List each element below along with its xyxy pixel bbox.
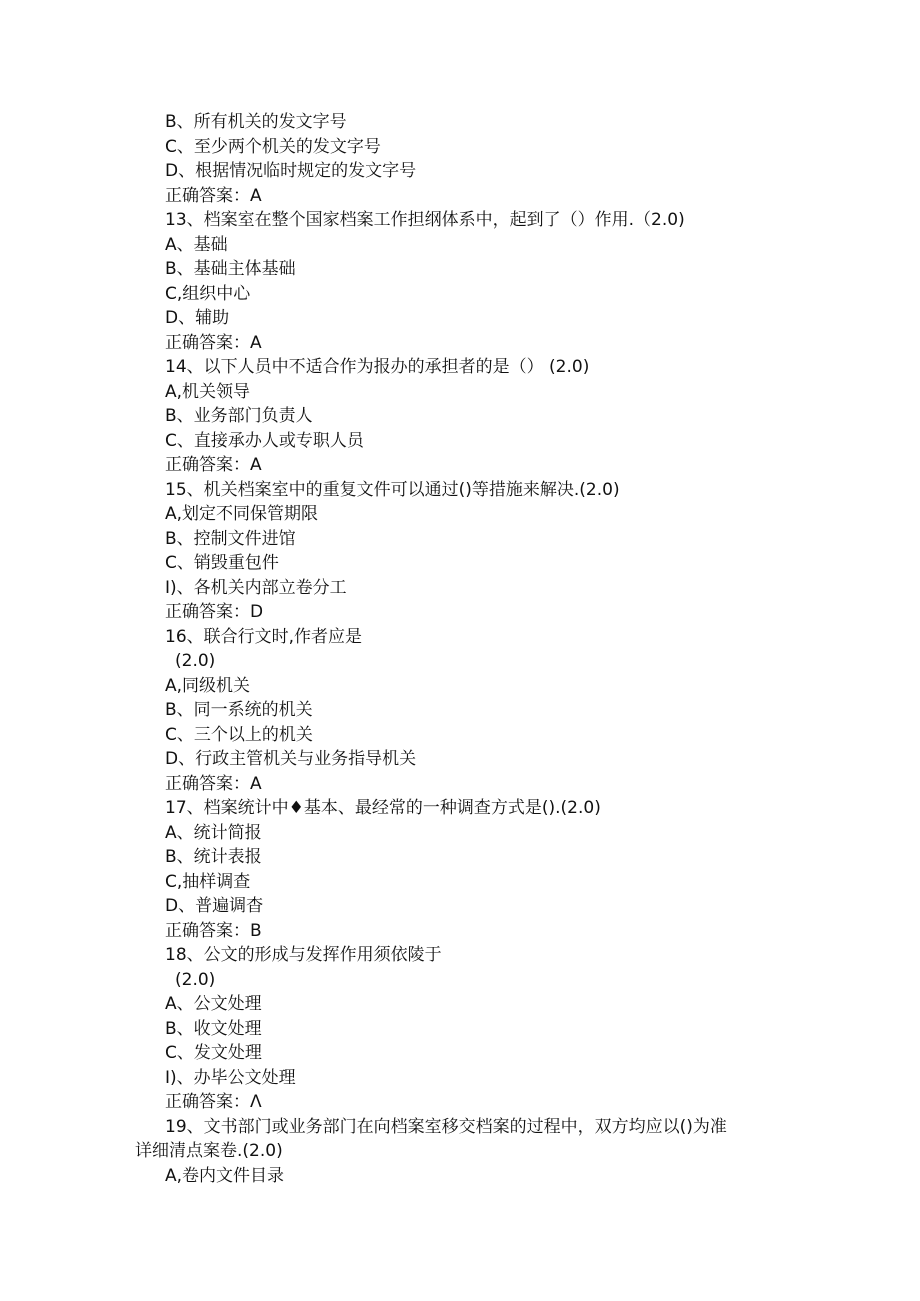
answer-option: I)、各机关内部立卷分工 [165, 577, 347, 598]
answer-option: B、业务部门负责人 [165, 406, 313, 426]
answer-option: B、控制文件进馆 [165, 528, 296, 549]
answer-option: C、三个以上的机关 [165, 724, 313, 745]
answer-option: A、基础 [165, 234, 228, 255]
score-value: (2.0) [175, 651, 216, 671]
question-text-continued: 详细清点案卷.(2.0) [135, 1141, 283, 1161]
answer-option: C,抽样调查 [165, 871, 251, 892]
answer-option: I)、办毕公文处理 [165, 1067, 296, 1088]
answer-option: D、普遍调杳 [165, 896, 264, 916]
document-page [0, 110, 920, 1188]
question-text: 18、公文的形成与发挥作用须依陵于 [165, 945, 442, 965]
correct-answer: 正确答案：D [165, 602, 264, 622]
correct-answer: 正确答案：B [165, 920, 262, 941]
question-text: 14、以下人员中不适合作为报办的承担者的是（） (2.0) [165, 357, 590, 377]
answer-option: C、至少两个机关的发文字号 [165, 136, 381, 157]
correct-answer: 正确答案：A [165, 773, 262, 794]
answer-option: D、行政主管机关与业务指导机关 [165, 749, 417, 769]
answer-option: C、直接承办人或专职人员 [165, 430, 364, 451]
question-text: 19、文书部门或业务部门在向档案室移交档案的过程中，双方均应以()为准 [165, 1116, 727, 1137]
answer-option: A,同级机关 [165, 675, 251, 696]
answer-option: C、发文处理 [165, 1043, 262, 1063]
answer-option: A、统计简报 [165, 822, 262, 843]
question-text: 17、档案统计中♦基本、最经常的一种调查方式是().(2.0) [165, 798, 601, 818]
answer-option: D、辅助 [165, 308, 230, 328]
answer-option: C,组织中心 [165, 283, 251, 304]
answer-option: C、销毁重包件 [165, 553, 279, 573]
correct-answer: 正确答案：A [165, 185, 262, 206]
answer-option: B、统计表报 [165, 847, 262, 867]
answer-option: D、根据情况临时规定的发文字号 [165, 161, 417, 181]
question-text: 15、机关档案室中的重复文件可以通过()等措施来解决.(2.0) [165, 479, 620, 500]
answer-option: A、公文处理 [165, 994, 262, 1014]
correct-answer: 正确答案：A [165, 455, 262, 475]
answer-option: B、所有机关的发文字号 [165, 112, 347, 132]
answer-option: A,机关领导 [165, 381, 251, 402]
answer-option: A,卷内文件目录 [165, 1165, 285, 1186]
question-text: 13、档案室在整个国家档案工作担纲体系中，起到了（）作用.（2.0) [165, 210, 685, 230]
answer-option: B、同一系统的机关 [165, 700, 313, 720]
question-text: 16、联合行文时,作者应是 [165, 626, 363, 647]
answer-option: B、基础主体基础 [165, 259, 296, 279]
answer-option: B、收文处理 [165, 1018, 262, 1039]
score-value: (2.0) [175, 969, 216, 990]
answer-option: A,划定不同保管期限 [165, 504, 319, 524]
correct-answer: 正确答案：Λ [165, 1092, 262, 1112]
correct-answer: 正确答案：A [165, 332, 262, 353]
